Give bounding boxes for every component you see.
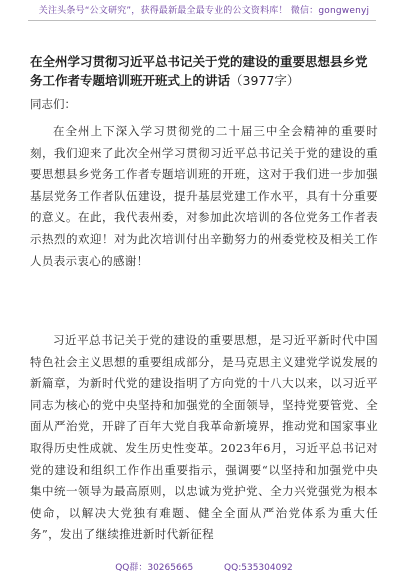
word-count: （3977字）	[230, 73, 300, 88]
header-divider	[28, 20, 376, 21]
document-title-text: 在全州学习贯彻习近平总书记关于党的建设的重要思想县乡党务工作者专题培训班开班式上的讲话	[30, 54, 368, 88]
body-paragraph-2: 习近平总书记关于党的建设的重要思想，是习近平新时代中国特色社会主义思想的重要组成部分，是马克思主义建党学说发展的新篇章，为新时代党的建设指明了方向党的十八大以来，以习近平同志为核心的党中央坚持和加强党的全面领导，坚持党要管党、全面从严治党，开辟了百年大党自我革命新境界，推动党和国家事业取得历史性成就、发生历史性变革。2023年6月，习近平总书记对党的建设和组织工作作出重要指示，强调要“以坚持和加强党中央集中统一领导为最高原则，以忠诚为党护党、全力兴党强党为根本使命，以解决大党独有难题、健全全面从严治党体系为重大任务”，发出了继续推进新时代新征程	[30, 333, 378, 542]
document-title	[30, 52, 378, 90]
footer-qq-group: QQ群：30265665	[115, 563, 194, 573]
footer-contact	[0, 562, 408, 574]
body-paragraph-1: 在全州上下深入学习贯彻党的二十届三中全会精神的重要时刻，我们迎来了此次全州学习贯彻习近平总书记关于党的建设的重要思想县乡党务工作者专题培训班的开班，这对于我们进一步加强基层党务工作者队伍建设，提升基层党建工作水平，具有十分重要的意义。在此，我代表州委，对参加此次培训的各位党务工作者表示热烈的欢迎！对为此次培训付出辛勤努力的州委党校及相关工作人员表示衷心的感谢！	[30, 124, 378, 268]
footer-qq-number: QQ:535304092	[224, 563, 293, 573]
header-banner: 关注头条号“公文研究”，获得最新最全最专业的公文资料库！ 微信：gongwenyj	[38, 6, 370, 16]
salutation: 同志们：	[30, 97, 76, 111]
